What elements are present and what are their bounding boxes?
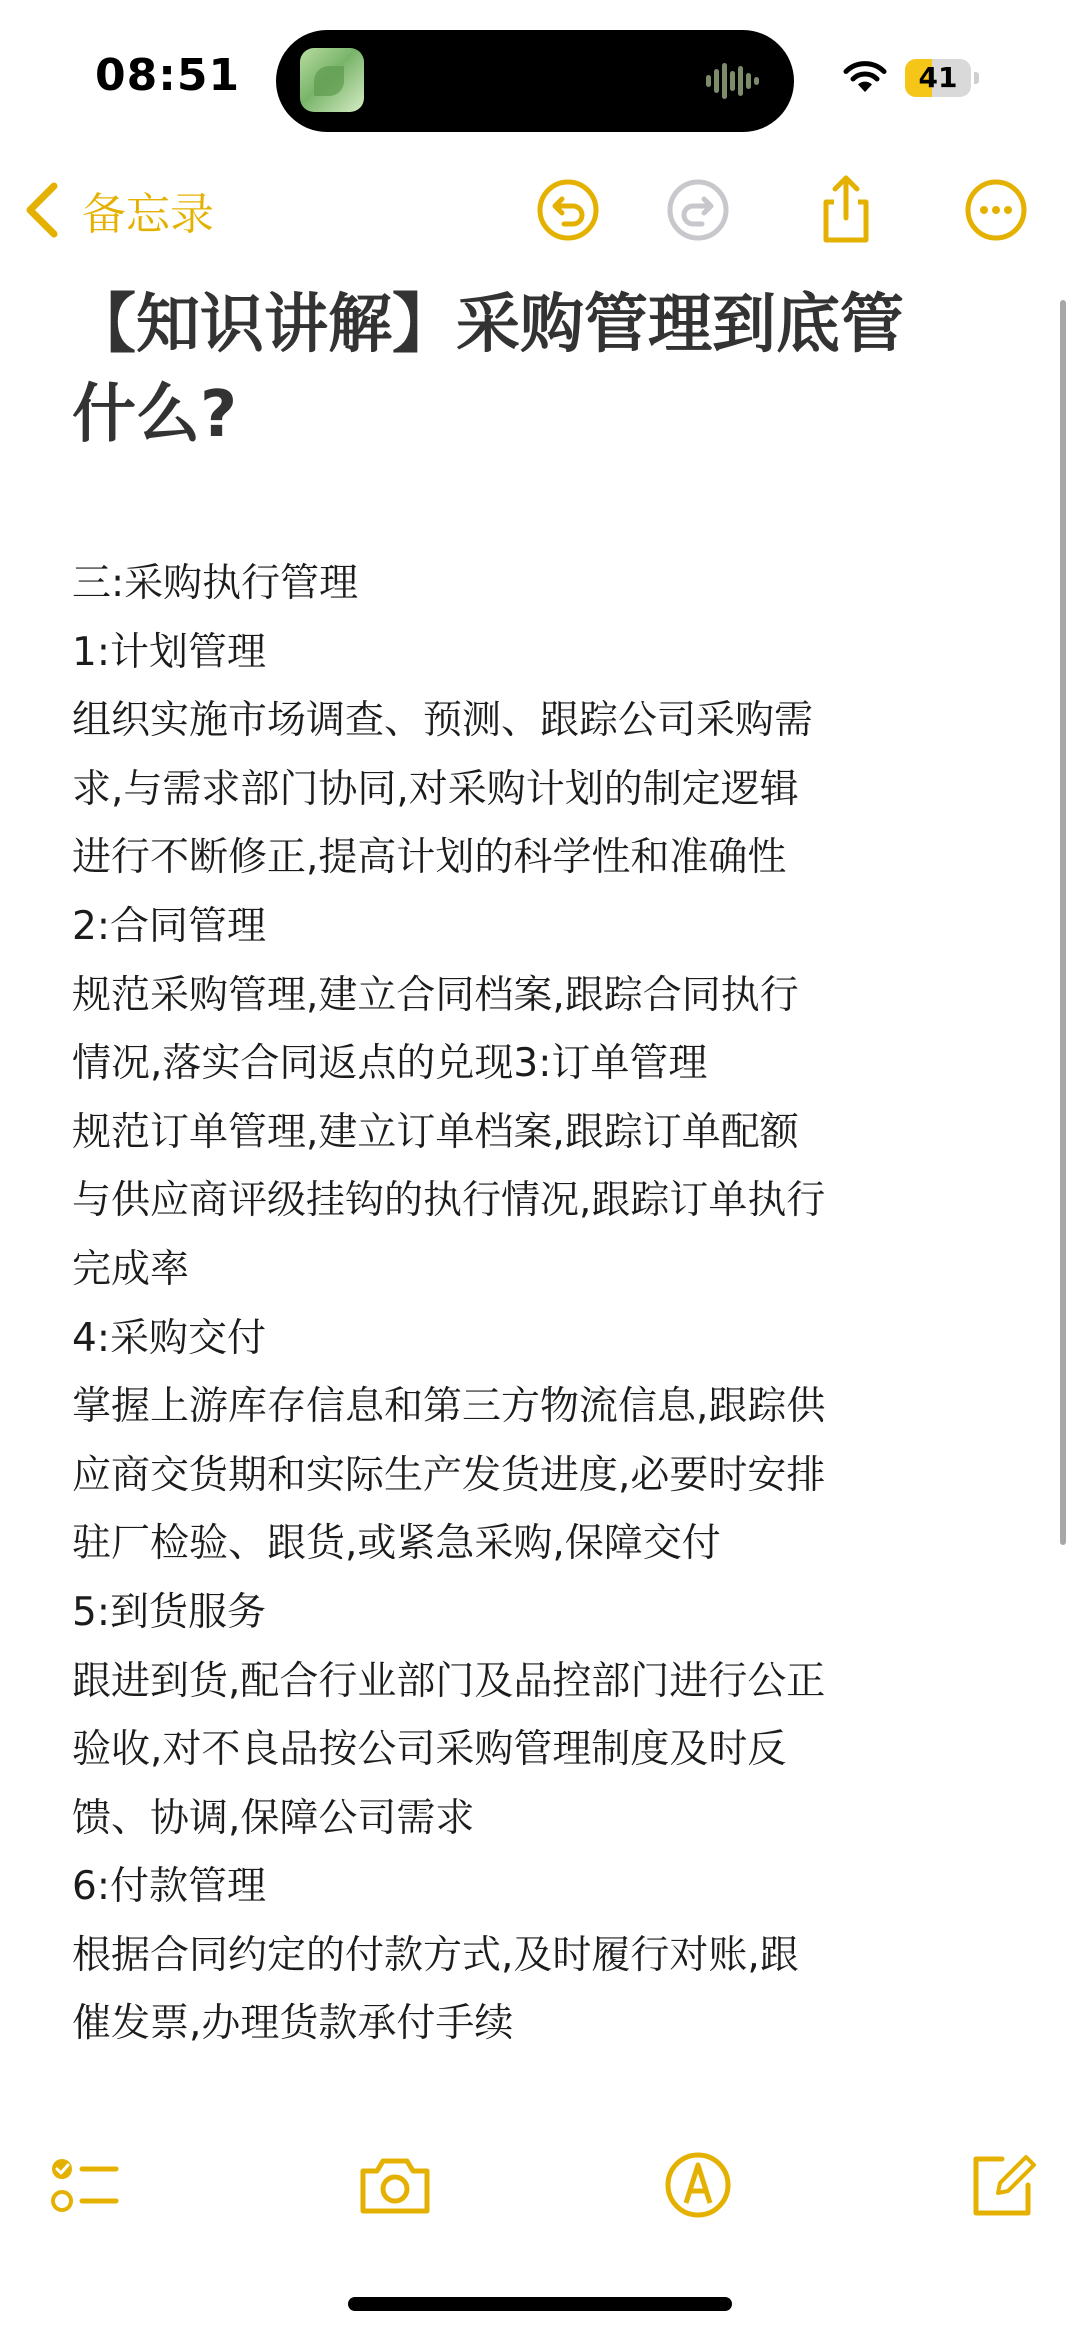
back-label: 备忘录 xyxy=(82,189,214,240)
camera-icon xyxy=(355,2145,435,2225)
status-time: 08:51 xyxy=(95,50,241,101)
note-line: 根据合同约定的付款方式,及时履行对账,跟 xyxy=(72,1932,799,1978)
note-line: 驻厂检验、跟货,或紧急采购,保障交付 xyxy=(72,1521,721,1567)
compose-button[interactable] xyxy=(962,2145,1042,2225)
note-line: 完成率 xyxy=(72,1246,190,1292)
note-line: 与供应商评级挂钩的执行情况,跟踪订单执行 xyxy=(72,1178,826,1224)
redo-icon xyxy=(658,170,738,250)
note-line: 三:采购执行管理 xyxy=(72,561,359,606)
back-button[interactable] xyxy=(20,170,214,250)
checklist-button[interactable] xyxy=(42,2145,122,2225)
status-bar xyxy=(0,0,1080,160)
camera-button[interactable] xyxy=(355,2145,435,2225)
now-playing-app-icon xyxy=(300,48,364,112)
note-line: 情况,落实合同返点的兑现3:订单管理 xyxy=(72,1041,708,1087)
battery-level: 41 xyxy=(918,61,958,94)
markup-button[interactable] xyxy=(658,2145,738,2225)
redo-button[interactable] xyxy=(658,170,738,250)
note-line: 4:采购交付 xyxy=(72,1315,266,1361)
more-button[interactable] xyxy=(956,170,1036,250)
share-button[interactable] xyxy=(806,170,886,250)
undo-icon xyxy=(528,170,608,250)
note-line: 跟进到货,配合行业部门及品控部门进行公正 xyxy=(72,1658,826,1704)
note-body xyxy=(72,550,992,2059)
navigation-bar xyxy=(0,160,1080,260)
note-line: 进行不断修正,提高计划的科学性和准确性 xyxy=(72,835,787,881)
audio-waveform-icon xyxy=(704,60,764,102)
pen-tip-icon xyxy=(658,2145,738,2225)
note-line: 组织实施市场调查、预测、跟踪公司采购需 xyxy=(72,698,814,744)
note-line: 1:计划管理 xyxy=(72,629,266,675)
note-line: 催发票,办理货款承付手续 xyxy=(72,2001,514,2047)
note-line: 5:到货服务 xyxy=(72,1589,266,1635)
note-editor[interactable] xyxy=(72,280,992,2059)
note-line: 规范订单管理,建立订单档案,跟踪订单配额 xyxy=(72,1109,799,1155)
note-line: 馈、协调,保障公司需求 xyxy=(72,1795,475,1841)
note-line: 2:合同管理 xyxy=(72,903,266,949)
note-line: 6:付款管理 xyxy=(72,1864,266,1910)
note-line: 求,与需求部门协同,对采购计划的制定逻辑 xyxy=(72,766,799,812)
note-line: 应商交货期和实际生产发货进度,必要时安排 xyxy=(72,1452,826,1498)
scroll-indicator[interactable] xyxy=(1060,300,1066,1545)
share-icon xyxy=(806,170,886,250)
note-line: 掌握上游库存信息和第三方物流信息,跟踪供 xyxy=(72,1384,826,1430)
battery-indicator xyxy=(905,59,979,97)
compose-icon xyxy=(962,2145,1042,2225)
chevron-left-icon xyxy=(20,180,64,240)
checklist-icon xyxy=(42,2145,122,2225)
dynamic-island[interactable] xyxy=(276,30,794,132)
undo-button[interactable] xyxy=(528,170,608,250)
bottom-toolbar xyxy=(0,2130,1080,2240)
note-line: 验收,对不良品按公司采购管理制度及时反 xyxy=(72,1727,787,1773)
wifi-icon xyxy=(842,58,888,94)
ellipsis-icon xyxy=(956,170,1036,250)
note-title: 【知识讲解】采购管理到底管 什么? xyxy=(72,288,904,452)
note-line: 规范采购管理,建立合同档案,跟踪合同执行 xyxy=(72,972,799,1018)
home-indicator[interactable] xyxy=(348,2297,732,2311)
